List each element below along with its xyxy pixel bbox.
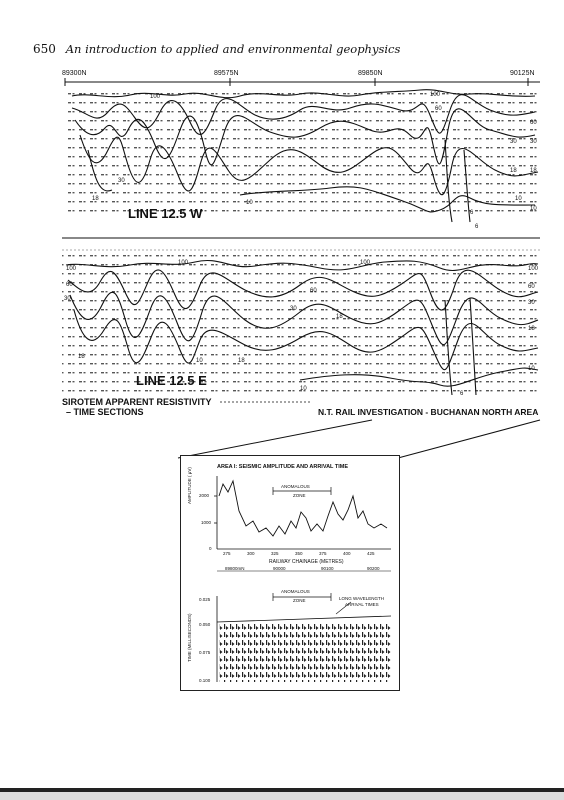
station-label: 89850N — [358, 70, 383, 77]
anomalous-label: ANOMALOUS — [281, 484, 310, 489]
station-label: 90125N — [510, 70, 535, 77]
inset-charts — [181, 456, 399, 690]
zone-label: ZONE — [293, 493, 306, 498]
contour-label: 60 — [528, 284, 535, 290]
northing-label: 90100 — [321, 566, 334, 571]
y-tick-label: 1000 — [201, 520, 212, 525]
contour-label: 100 — [528, 266, 539, 272]
x-tick-label: 275 — [223, 551, 231, 556]
page-number: 650 — [33, 42, 56, 56]
line-label-e: LINE 12.5 E — [136, 373, 207, 388]
inset-panel — [180, 455, 400, 691]
seismic-traces — [219, 624, 391, 682]
station-label: 89300N — [62, 70, 87, 77]
page-footer-strip — [0, 792, 564, 800]
contour-label: 60 — [66, 282, 73, 288]
contour-label: 30 — [530, 139, 537, 145]
contour-label: 10 — [246, 200, 253, 206]
station-label: 89575N — [214, 70, 239, 77]
contour-label: 10 — [528, 366, 535, 372]
contour-label: 18 — [528, 326, 535, 332]
caption-title: SIROTEM APPARENT RESISTIVITY — [62, 397, 212, 407]
y-tick-label: 0.025 — [199, 597, 211, 602]
amplitude-curve — [219, 481, 387, 536]
contour-label: 10 — [196, 358, 203, 364]
contour-label: 6 — [460, 391, 464, 397]
contour-label: 60 — [530, 120, 537, 126]
zone-label: ZONE — [293, 598, 306, 603]
contour-label: 18 — [238, 358, 245, 364]
x-tick-label: 325 — [271, 551, 279, 556]
x-tick-label: 375 — [319, 551, 327, 556]
contour-label: 30 — [510, 139, 517, 145]
data-grid — [62, 252, 540, 392]
x-tick-label: 350 — [295, 551, 303, 556]
y-tick-label: 2000 — [199, 493, 210, 498]
y-tick-label: 0.075 — [199, 650, 211, 655]
contour-label: 100 — [150, 94, 161, 100]
chainage-label: RAILWAY CHAINAGE (METRES) — [269, 559, 344, 565]
amplitude-axis-label: AMPLITUDE ( μV) — [187, 467, 192, 504]
contour-label: 100 — [360, 260, 371, 266]
y-tick-label: 0 — [209, 546, 212, 551]
contour-label: 18 — [336, 314, 343, 320]
caption-subtitle: – TIME SECTIONS — [66, 407, 144, 417]
contour-label: 30 — [64, 296, 71, 302]
x-tick-label: 425 — [367, 551, 375, 556]
contour-label: 18 — [510, 168, 517, 174]
contour-label: 60 — [435, 106, 442, 112]
northing-label: 90200 — [367, 566, 380, 571]
contour-label: 6 — [470, 210, 474, 216]
contour-label: 18 — [530, 168, 537, 174]
inset-title: AREA I: SEISMIC AMPLITUDE AND ARRIVAL TIME — [217, 464, 348, 470]
section-e-plot — [62, 252, 540, 397]
contour-label: 30 — [528, 300, 535, 306]
contour-label: 30 — [290, 306, 297, 312]
x-tick-label: 400 — [343, 551, 351, 556]
contour-label: 10 — [515, 196, 522, 202]
northing-label: 90000 — [273, 566, 286, 571]
contour-label: 30 — [118, 178, 125, 184]
contour-label: 10 — [530, 206, 537, 212]
contour-label: 18 — [78, 354, 85, 360]
x-tick-label: 300 — [247, 551, 255, 556]
contour-label: 60 — [310, 288, 317, 294]
y-tick-label: 0.100 — [199, 678, 211, 683]
running-title: An introduction to applied and environmental geophysics — [65, 42, 401, 56]
contour-label: 100 — [430, 92, 441, 98]
station-baseline — [65, 78, 540, 86]
time-axis-label: TIME (MILLISECONDS) — [187, 613, 192, 662]
long-wavelength-label: LONG WAVELENGTH — [339, 596, 385, 601]
northing-label: 89800mN — [225, 566, 245, 571]
contour-label: 18 — [92, 196, 99, 202]
arrival-times-label: ARRIVAL TIMES — [345, 602, 379, 607]
caption-investigation: N.T. RAIL INVESTIGATION - BUCHANAN NORTH AREA — [318, 407, 539, 417]
contour-label: 100 — [66, 266, 77, 272]
callout-line-right — [398, 420, 540, 458]
anomalous-label: ANOMALOUS — [281, 589, 310, 594]
contour-label: 100 — [178, 260, 189, 266]
contour-label: 6 — [475, 224, 479, 230]
contour-label: 10 — [300, 386, 307, 392]
line-label-w: LINE 12.5 W — [128, 206, 203, 221]
callout-line-left — [178, 420, 372, 458]
y-tick-label: 0.050 — [199, 622, 211, 627]
